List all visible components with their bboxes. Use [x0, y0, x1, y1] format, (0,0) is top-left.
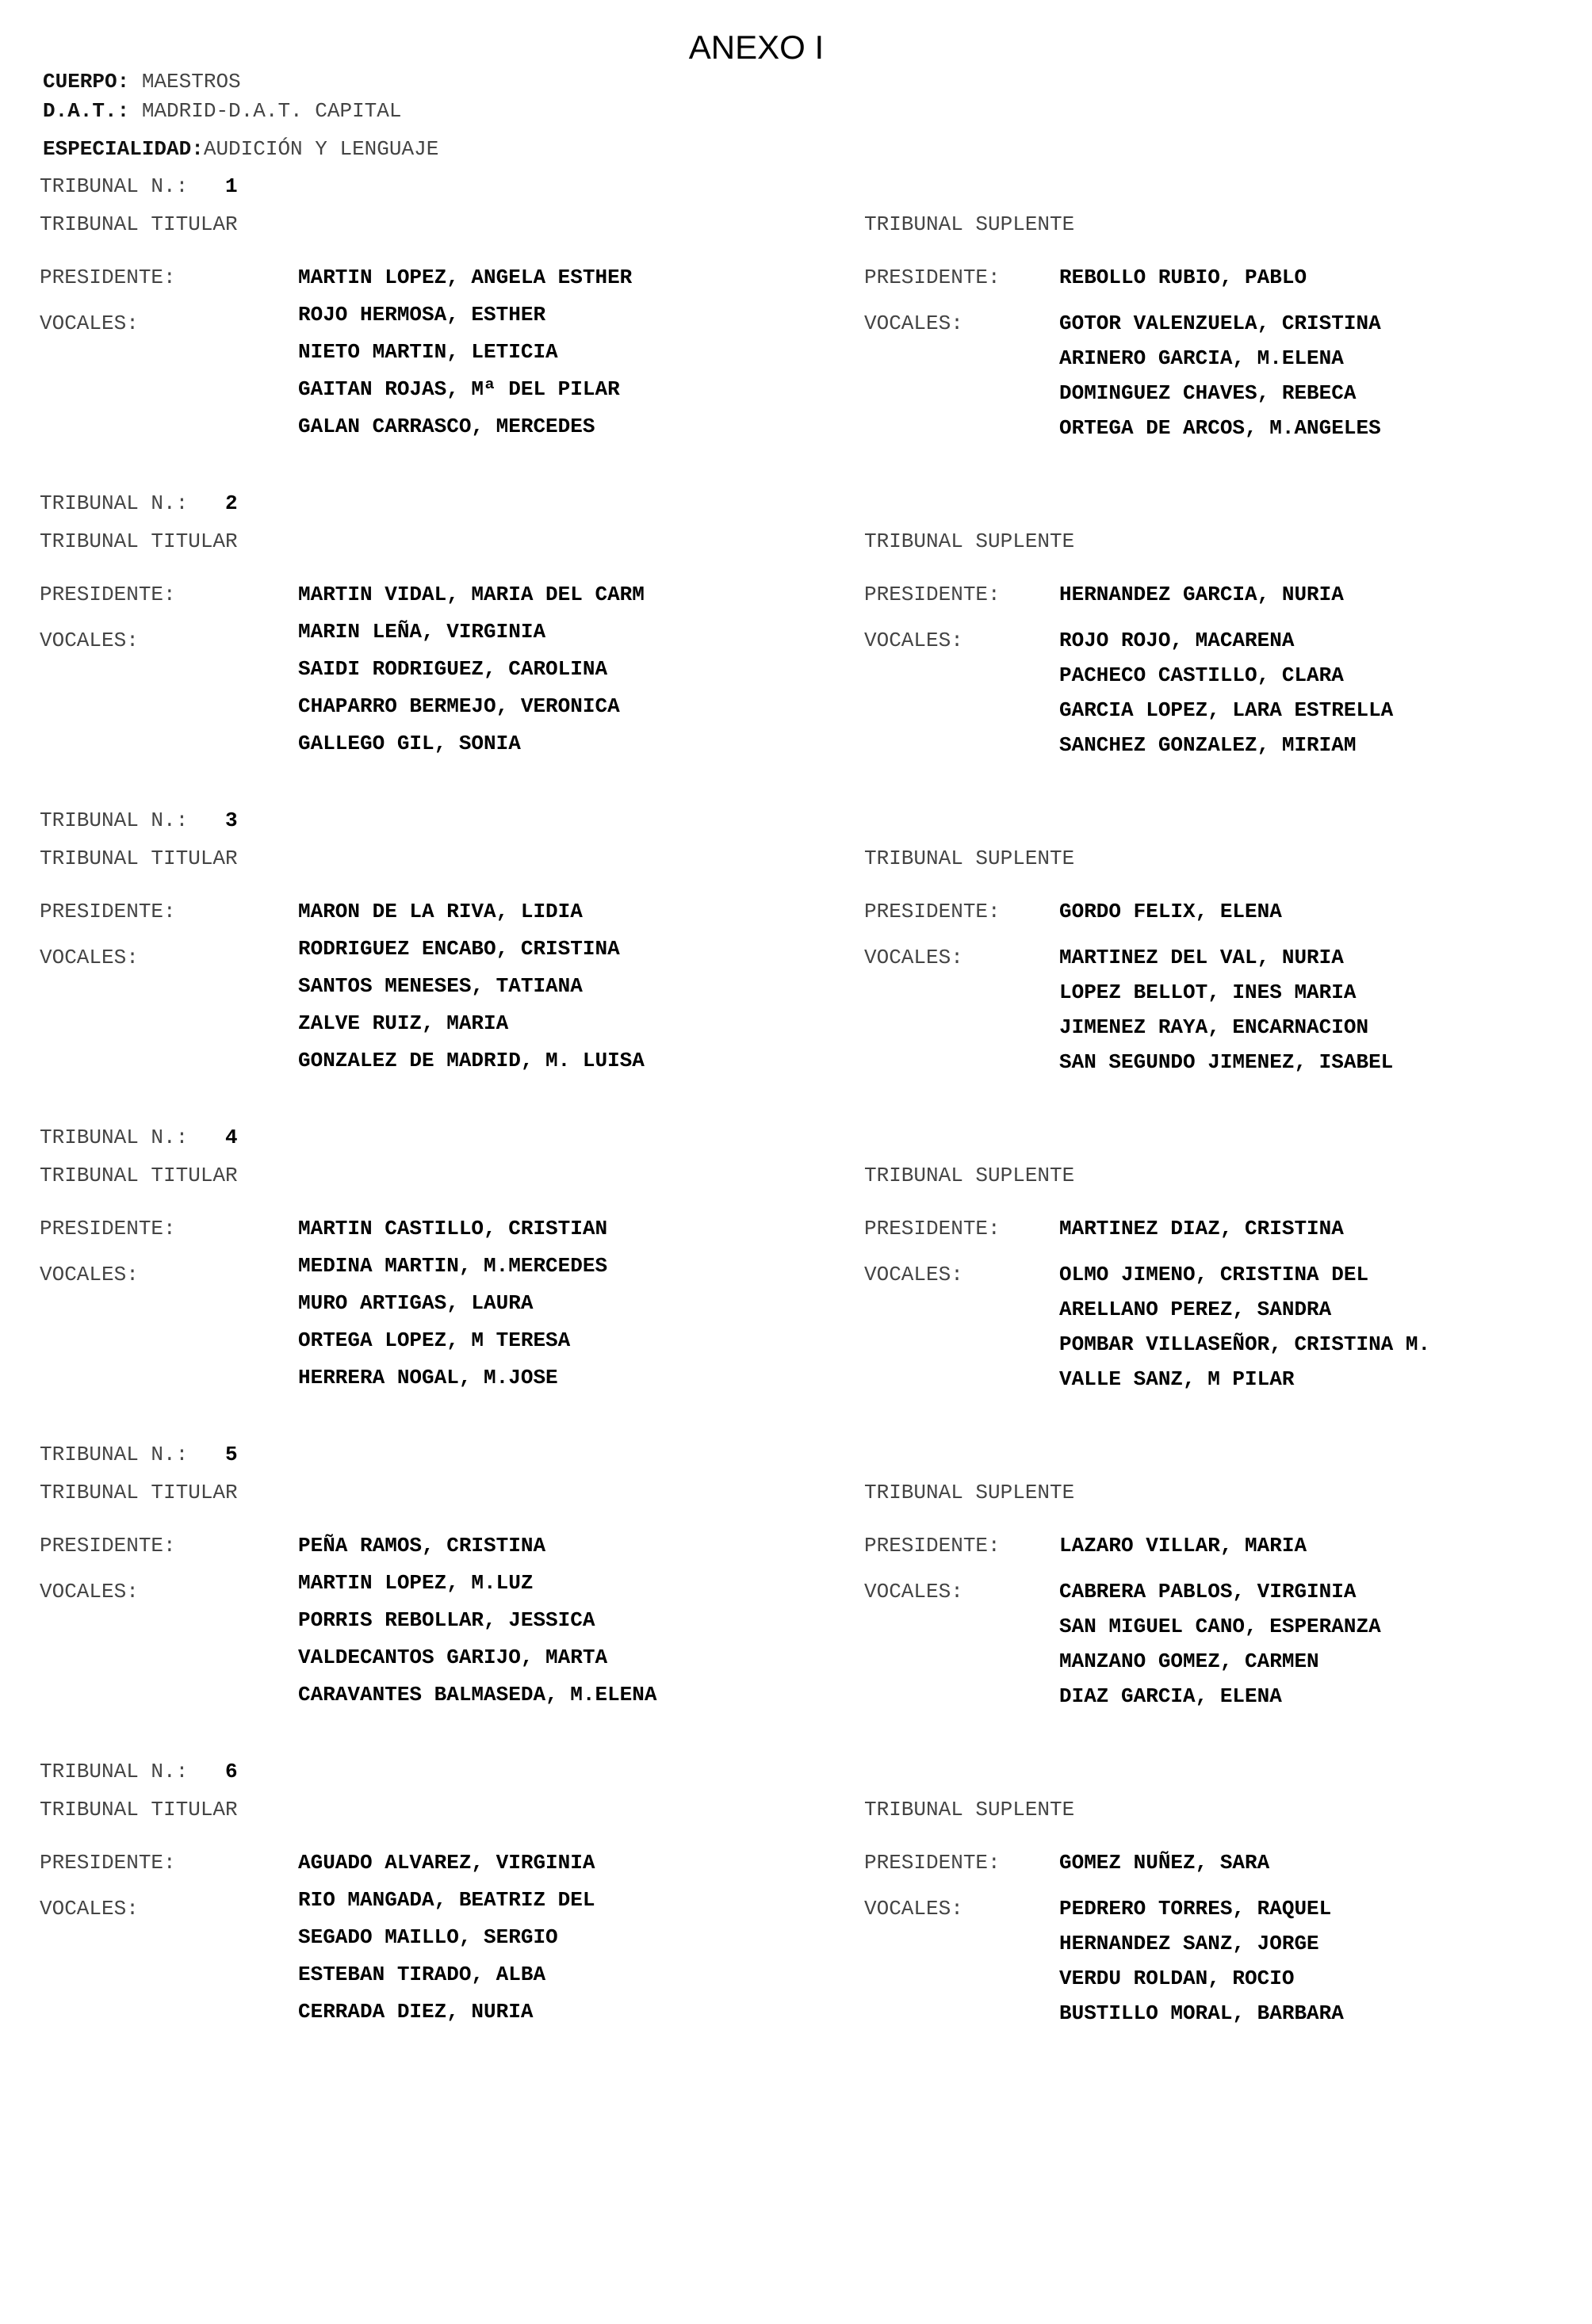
tribunal-number-line [40, 808, 238, 832]
titular-vocales-label: VOCALES: [40, 1580, 139, 1603]
titular-vocal-name: MEDINA MARTIN, M.MERCEDES [298, 1254, 608, 1278]
tribunal-number-line [40, 1443, 238, 1466]
titular-vocal-name: NIETO MARTIN, LETICIA [298, 340, 558, 364]
tribunal-number: 1 [225, 174, 238, 198]
document-title: ANEXO I [688, 29, 825, 66]
especialidad-value: AUDICIÓN Y LENGUAJE [203, 137, 439, 161]
tribunal-number: 5 [225, 1443, 238, 1466]
suplente-vocal-name: JIMENEZ RAYA, ENCARNACION [1059, 1015, 1369, 1039]
suplente-presidente-label: PRESIDENTE: [864, 1851, 1001, 1875]
suplente-vocal-name: SANCHEZ GONZALEZ, MIRIAM [1059, 733, 1357, 757]
titular-vocales-label: VOCALES: [40, 312, 139, 335]
suplente-presidente-label: PRESIDENTE: [864, 900, 1001, 923]
suplente-heading: TRIBUNAL SUPLENTE [864, 212, 1075, 236]
titular-vocal-name: SAIDI RODRIGUEZ, CAROLINA [298, 657, 608, 681]
suplente-vocal-name: ORTEGA DE ARCOS, M.ANGELES [1059, 416, 1381, 440]
suplente-presidente-name: MARTINEZ DIAZ, CRISTINA [1059, 1217, 1344, 1240]
tribunal-block [40, 1126, 1546, 1435]
titular-vocal-name: MARIN LEÑA, VIRGINIA [298, 620, 546, 644]
tribunal-number-label: TRIBUNAL N.: [40, 808, 189, 832]
tribunal-block [40, 491, 1546, 801]
suplente-vocal-name: CABRERA PABLOS, VIRGINIA [1059, 1580, 1357, 1603]
suplente-heading: TRIBUNAL SUPLENTE [864, 1164, 1075, 1187]
suplente-presidente-label: PRESIDENTE: [864, 583, 1001, 606]
dat-value: MADRID-D.A.T. CAPITAL [141, 99, 402, 123]
suplente-vocal-name: PEDRERO TORRES, RAQUEL [1059, 1897, 1332, 1921]
suplente-vocal-name: ARELLANO PEREZ, SANDRA [1059, 1298, 1332, 1321]
titular-vocal-name: GALAN CARRASCO, MERCEDES [298, 415, 595, 438]
titular-vocales-label: VOCALES: [40, 1897, 139, 1921]
tribunal-number: 6 [225, 1760, 238, 1783]
tribunal-block [40, 1443, 1546, 1752]
cuerpo-value: MAESTROS [141, 70, 241, 94]
titular-heading: TRIBUNAL TITULAR [40, 212, 238, 236]
suplente-vocal-name: DIAZ GARCIA, ELENA [1059, 1684, 1282, 1708]
tribunal-number-label: TRIBUNAL N.: [40, 491, 189, 515]
titular-vocal-name: SEGADO MAILLO, SERGIO [298, 1925, 558, 1949]
suplente-vocal-name: GOTOR VALENZUELA, CRISTINA [1059, 312, 1381, 335]
tribunal-number-label: TRIBUNAL N.: [40, 174, 189, 198]
suplente-vocal-name: GARCIA LOPEZ, LARA ESTRELLA [1059, 698, 1394, 722]
suplente-vocal-name: LOPEZ BELLOT, INES MARIA [1059, 980, 1357, 1004]
suplente-heading: TRIBUNAL SUPLENTE [864, 1798, 1075, 1821]
titular-heading: TRIBUNAL TITULAR [40, 847, 238, 870]
titular-heading: TRIBUNAL TITULAR [40, 529, 238, 553]
suplente-heading: TRIBUNAL SUPLENTE [864, 847, 1075, 870]
titular-vocal-name: CHAPARRO BERMEJO, VERONICA [298, 694, 620, 718]
suplente-vocal-name: VERDU ROLDAN, ROCIO [1059, 1967, 1295, 1990]
titular-presidente-name: MARON DE LA RIVA, LIDIA [298, 900, 583, 923]
dat-line [43, 99, 401, 123]
cuerpo-line [43, 70, 241, 94]
titular-presidente-name: MARTIN CASTILLO, CRISTIAN [298, 1217, 608, 1240]
titular-vocal-name: RIO MANGADA, BEATRIZ DEL [298, 1888, 595, 1912]
suplente-heading: TRIBUNAL SUPLENTE [864, 1481, 1075, 1504]
suplente-vocal-name: PACHECO CASTILLO, CLARA [1059, 663, 1344, 687]
titular-presidente-name: PEÑA RAMOS, CRISTINA [298, 1534, 546, 1558]
titular-vocal-name: RODRIGUEZ ENCABO, CRISTINA [298, 937, 620, 961]
suplente-presidente-name: REBOLLO RUBIO, PABLO [1059, 266, 1307, 289]
titular-vocal-name: ESTEBAN TIRADO, ALBA [298, 1963, 546, 1986]
suplente-presidente-label: PRESIDENTE: [864, 266, 1001, 289]
titular-vocal-name: MARTIN LOPEZ, M.LUZ [298, 1571, 534, 1595]
tribunal-block [40, 808, 1546, 1118]
titular-vocal-name: GONZALEZ DE MADRID, M. LUISA [298, 1049, 645, 1072]
tribunal-block [40, 174, 1546, 484]
tribunal-number: 3 [225, 808, 238, 832]
tribunal-number-label: TRIBUNAL N.: [40, 1443, 189, 1466]
tribunal-number-line [40, 491, 238, 515]
suplente-vocal-name: ROJO ROJO, MACARENA [1059, 629, 1295, 652]
titular-heading: TRIBUNAL TITULAR [40, 1798, 238, 1821]
titular-vocal-name: CERRADA DIEZ, NURIA [298, 2000, 534, 2024]
suplente-vocales-label: VOCALES: [864, 1897, 963, 1921]
titular-vocal-name: MURO ARTIGAS, LAURA [298, 1291, 534, 1315]
suplente-vocales-label: VOCALES: [864, 946, 963, 969]
titular-vocal-name: HERRERA NOGAL, M.JOSE [298, 1366, 558, 1389]
suplente-vocal-name: POMBAR VILLASEÑOR, CRISTINA M. [1059, 1332, 1431, 1356]
titular-vocal-name: GALLEGO GIL, SONIA [298, 732, 521, 755]
tribunal-number-line [40, 1126, 238, 1149]
titular-presidente-name: MARTIN LOPEZ, ANGELA ESTHER [298, 266, 633, 289]
titular-presidente-label: PRESIDENTE: [40, 1534, 176, 1558]
especialidad-line [43, 137, 438, 161]
suplente-presidente-label: PRESIDENTE: [864, 1217, 1001, 1240]
titular-presidente-name: MARTIN VIDAL, MARIA DEL CARM [298, 583, 645, 606]
titular-heading: TRIBUNAL TITULAR [40, 1481, 238, 1504]
suplente-vocal-name: OLMO JIMENO, CRISTINA DEL [1059, 1263, 1369, 1286]
titular-vocal-name: GAITAN ROJAS, Mª DEL PILAR [298, 377, 620, 401]
titular-vocales-label: VOCALES: [40, 629, 139, 652]
tribunal-number-line [40, 174, 238, 198]
suplente-vocal-name: ARINERO GARCIA, M.ELENA [1059, 346, 1344, 370]
cuerpo-label: CUERPO: [43, 70, 130, 94]
titular-vocal-name: PORRIS REBOLLAR, JESSICA [298, 1608, 595, 1632]
titular-vocal-name: ROJO HERMOSA, ESTHER [298, 303, 546, 327]
suplente-presidente-name: GORDO FELIX, ELENA [1059, 900, 1282, 923]
suplente-presidente-name: HERNANDEZ GARCIA, NURIA [1059, 583, 1344, 606]
especialidad-label: ESPECIALIDAD: [43, 137, 204, 161]
tribunal-block [40, 1760, 1546, 2069]
titular-presidente-name: AGUADO ALVAREZ, VIRGINIA [298, 1851, 595, 1875]
titular-presidente-label: PRESIDENTE: [40, 266, 176, 289]
suplente-vocal-name: SAN SEGUNDO JIMENEZ, ISABEL [1059, 1050, 1394, 1074]
titular-presidente-label: PRESIDENTE: [40, 1217, 176, 1240]
suplente-vocal-name: HERNANDEZ SANZ, JORGE [1059, 1932, 1319, 1955]
suplente-vocales-label: VOCALES: [864, 312, 963, 335]
suplente-vocal-name: MANZANO GOMEZ, CARMEN [1059, 1649, 1319, 1673]
tribunal-number: 2 [225, 491, 238, 515]
suplente-vocales-label: VOCALES: [864, 1263, 963, 1286]
suplente-vocales-label: VOCALES: [864, 1580, 963, 1603]
suplente-heading: TRIBUNAL SUPLENTE [864, 529, 1075, 553]
titular-presidente-label: PRESIDENTE: [40, 583, 176, 606]
suplente-vocales-label: VOCALES: [864, 629, 963, 652]
titular-vocal-name: VALDECANTOS GARIJO, MARTA [298, 1646, 608, 1669]
titular-vocales-label: VOCALES: [40, 1263, 139, 1286]
tribunal-number-label: TRIBUNAL N.: [40, 1760, 189, 1783]
suplente-vocal-name: BUSTILLO MORAL, BARBARA [1059, 2001, 1344, 2025]
dat-label: D.A.T.: [43, 99, 130, 123]
suplente-presidente-label: PRESIDENTE: [864, 1534, 1001, 1558]
suplente-vocal-name: VALLE SANZ, M PILAR [1059, 1367, 1295, 1391]
suplente-vocal-name: DOMINGUEZ CHAVES, REBECA [1059, 381, 1357, 405]
tribunal-number-line [40, 1760, 238, 1783]
suplente-presidente-name: LAZARO VILLAR, MARIA [1059, 1534, 1307, 1558]
titular-presidente-label: PRESIDENTE: [40, 900, 176, 923]
titular-presidente-label: PRESIDENTE: [40, 1851, 176, 1875]
titular-vocal-name: CARAVANTES BALMASEDA, M.ELENA [298, 1683, 657, 1707]
titular-vocales-label: VOCALES: [40, 946, 139, 969]
titular-heading: TRIBUNAL TITULAR [40, 1164, 238, 1187]
tribunal-number-label: TRIBUNAL N.: [40, 1126, 189, 1149]
titular-vocal-name: SANTOS MENESES, TATIANA [298, 974, 583, 998]
suplente-vocal-name: SAN MIGUEL CANO, ESPERANZA [1059, 1615, 1381, 1638]
titular-vocal-name: ZALVE RUIZ, MARIA [298, 1011, 509, 1035]
suplente-presidente-name: GOMEZ NUÑEZ, SARA [1059, 1851, 1270, 1875]
titular-vocal-name: ORTEGA LOPEZ, M TERESA [298, 1328, 571, 1352]
suplente-vocal-name: MARTINEZ DEL VAL, NURIA [1059, 946, 1344, 969]
tribunal-number: 4 [225, 1126, 238, 1149]
